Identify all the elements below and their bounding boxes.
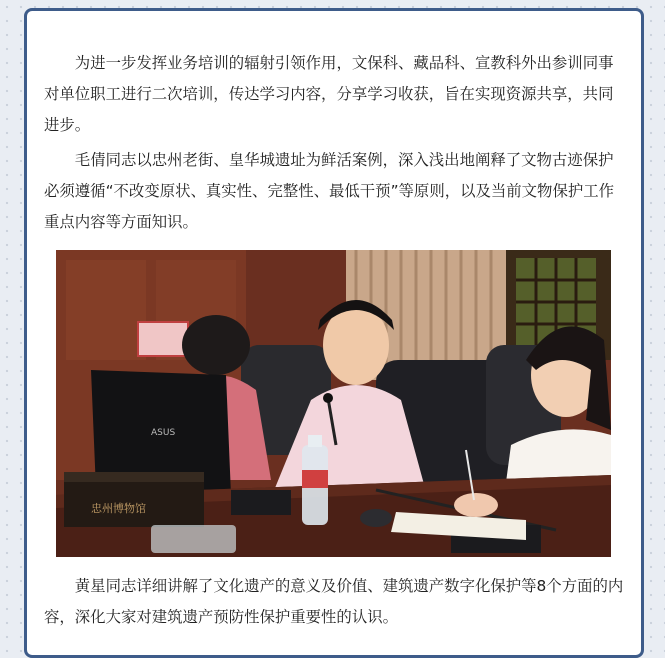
article-paragraph-3: 黄星同志详细讲解了文化遗产的意义及价值、建筑遗产数字化保护等8个方面的内容，深化大家对建筑遗产预防性保护重要性的认识。 <box>44 577 624 626</box>
training-photo <box>56 250 611 557</box>
article-paragraph-2: 毛倩同志以忠州老街、皇华城遗址为鲜活案例，深入浅出地阐释了文物古迹保护必须遵循“不改变原状、真实性、完整性、最低干预”等原则，以及当前文物保护工作重点内容等方面知识。 <box>44 151 615 231</box>
laptop-brand: ASUS <box>151 428 176 438</box>
nameplate-text: 忠州博物馆 <box>91 502 146 515</box>
article-paragraph-1: 为进一步发挥业务培训的辐射引领作用，文保科、藏品科、宣教科外出参训同事对单位职工进行二次培训，传达学习内容，分享学习收获，旨在实现资源共享，共同进步。 <box>44 54 614 134</box>
